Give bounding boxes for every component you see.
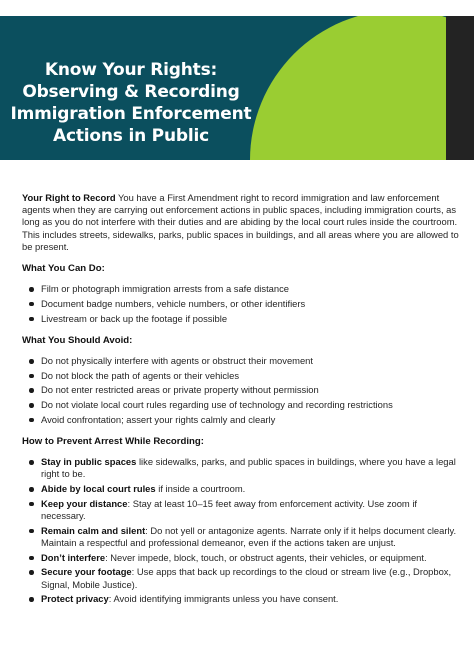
list-item <box>41 283 462 295</box>
list-item <box>41 498 462 522</box>
list-item-bold: Don’t interfere <box>41 551 106 563</box>
list-item <box>41 552 462 564</box>
bullet-icon <box>29 502 34 507</box>
list-item <box>41 483 462 495</box>
list-item <box>41 525 462 549</box>
list-item <box>41 384 462 396</box>
list-item-text: Do not block the path of agents or their vehicles <box>41 369 240 381</box>
page-title: Know Your Rights: Observing & Recording Immigration Enforcement Actions in Public <box>10 60 252 146</box>
can-do-list <box>22 283 462 325</box>
bullet-icon <box>29 460 34 465</box>
list-item-text: : Do not yell or antagonize agents. Narrate only if it helps document clearly. Maintain a respectful and professional demeanor, even if the actions taken are unjust. <box>41 524 457 548</box>
bullet-icon <box>29 302 34 307</box>
bullet-icon <box>29 403 34 408</box>
green-arc-decoration <box>250 16 474 160</box>
list-item-text: Do not violate local court rules regarding use of technology and recording restrictions <box>41 399 393 411</box>
list-item <box>41 298 462 310</box>
list-item-text: Film or photograph immigration arrests from a safe distance <box>41 283 290 295</box>
list-item <box>41 313 462 325</box>
list-item-text: Document badge numbers, vehicle numbers, or other identifiers <box>41 297 306 309</box>
bullet-icon <box>29 570 34 575</box>
list-item-text: : Avoid identifying immigrants unless you have consent. <box>108 593 339 605</box>
list-item <box>41 414 462 426</box>
list-item-text: Livestream or back up the footage if possible <box>41 312 228 324</box>
bullet-icon <box>29 529 34 534</box>
bullet-icon <box>29 388 34 393</box>
list-item-bold: Keep your distance <box>41 497 128 509</box>
bullet-icon <box>29 317 34 322</box>
bullet-icon <box>29 556 34 561</box>
list-item-text: Avoid confrontation; assert your rights calmly and clearly <box>41 413 276 425</box>
bullet-icon <box>29 374 34 379</box>
bullet-icon <box>29 487 34 492</box>
list-item-text: : Use apps that back up recordings to the cloud or stream live (e.g., Dropbox, Signal, Mobile Justice). <box>41 566 452 590</box>
intro-paragraph <box>22 192 462 253</box>
can-do-heading: What You Can Do: <box>22 263 105 275</box>
list-item-bold: Protect privacy <box>41 593 109 605</box>
list-item-text: Do not physically interfere with agents or obstruct their movement <box>41 355 313 367</box>
document-body <box>22 192 462 615</box>
intro-lead: Your Right to Record <box>22 192 116 203</box>
list-item-bold: Remain calm and silent <box>41 524 146 536</box>
list-item-text: Do not enter restricted areas or private property without permission <box>41 384 319 396</box>
list-item-text: : Never impede, block, touch, or obstruct agents, their vehicles, or equipment. <box>105 551 427 563</box>
header-banner <box>0 16 474 160</box>
bullet-icon <box>29 597 34 602</box>
list-item <box>41 566 462 590</box>
bullet-icon <box>29 418 34 423</box>
list-item-bold: Abide by local court rules <box>41 483 156 495</box>
list-item <box>41 370 462 382</box>
list-item-text: : Stay at least 10–15 feet away from enforcement activity. Use zoom if necessary. <box>41 497 418 522</box>
bullet-icon <box>29 359 34 364</box>
list-item <box>41 399 462 411</box>
list-item <box>41 456 462 480</box>
prevent-arrest-list <box>22 456 462 605</box>
list-item <box>41 593 462 605</box>
list-item-text: like sidewalks, parks, and public spaces in buildings, where you have a legal right to be. <box>41 456 456 480</box>
list-item <box>41 355 462 367</box>
prevent-arrest-heading: How to Prevent Arrest While Recording: <box>22 436 204 448</box>
list-item-text: if inside a courtroom. <box>155 483 246 495</box>
intro-text: You have a First Amendment right to record immigration and law enforcement agents when they are carrying out enforcement actions in public spaces, including immigration courts, as long as you do not interfere with their duties and are abiding by the local court rules inside the courtroom. This includes streets, sidewalks, parks, public spaces in buildings, and all areas where you are allowed to be present. <box>22 192 459 252</box>
bullet-icon <box>29 287 34 292</box>
list-item-bold: Secure your footage <box>41 566 132 578</box>
avoid-heading: What You Should Avoid: <box>22 334 133 346</box>
list-item-bold: Stay in public spaces <box>41 456 137 468</box>
dark-edge-bar <box>446 16 474 160</box>
avoid-list <box>22 355 462 426</box>
